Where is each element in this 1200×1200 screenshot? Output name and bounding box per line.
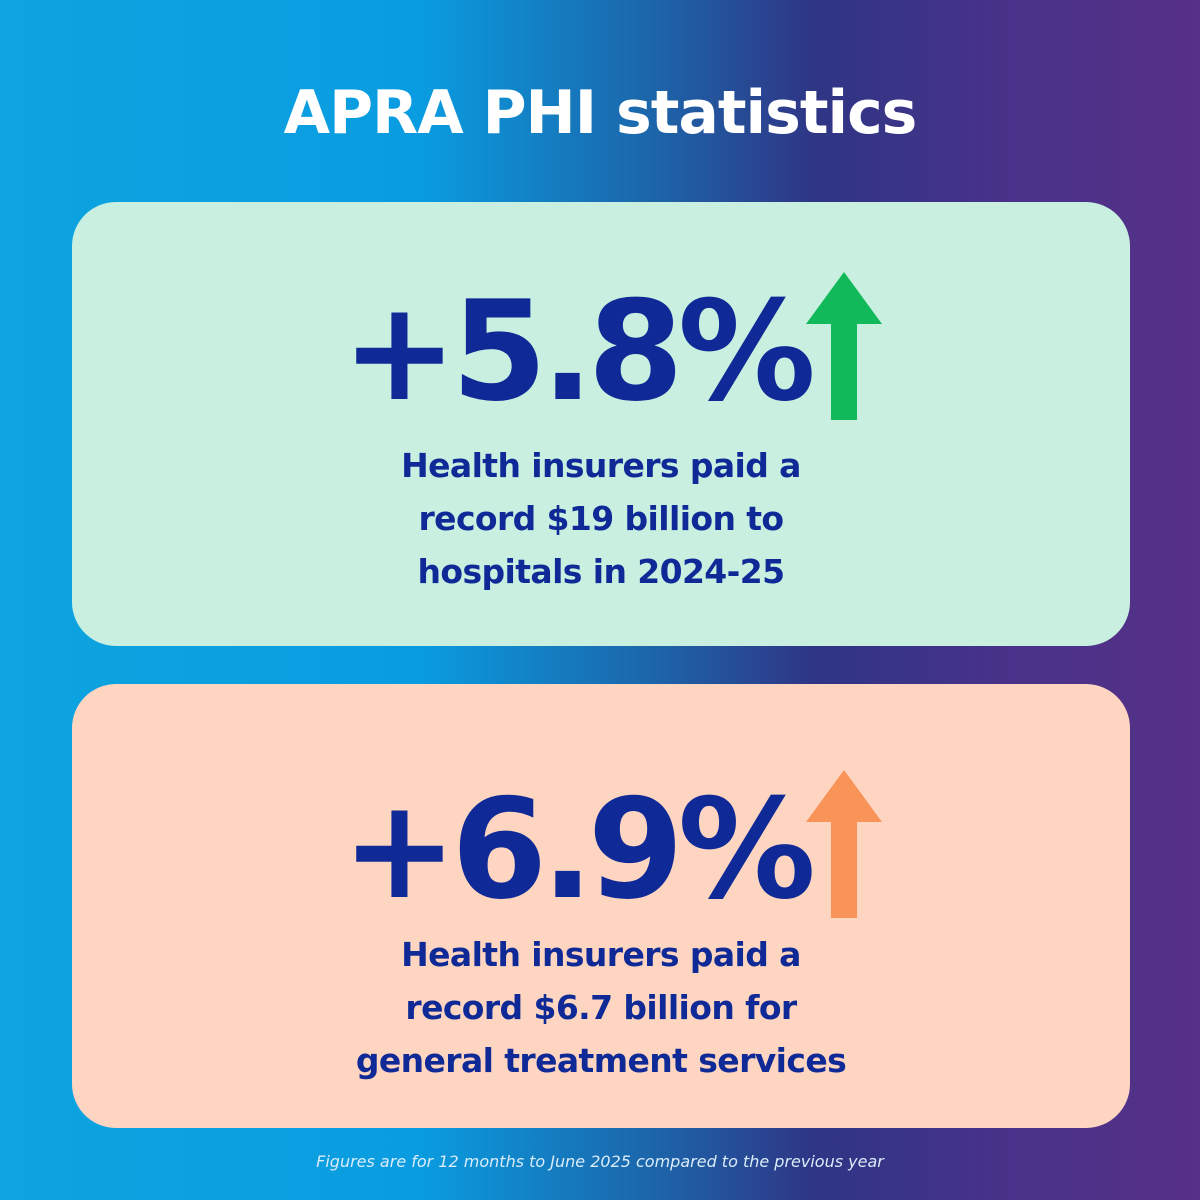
description-line: record $6.7 billion for: [405, 988, 797, 1027]
stat-card-general-treatment: [72, 684, 1130, 1128]
stat-row: [72, 770, 1130, 930]
description-line: Health insurers paid a: [401, 935, 801, 974]
description-line: hospitals in 2024-25: [417, 552, 785, 591]
description-line: general treatment services: [355, 1041, 847, 1080]
stat-value: +5.8%: [341, 271, 810, 432]
stat-row: [72, 272, 1130, 432]
stat-description: [172, 439, 1030, 598]
description-line: record $19 billion to: [418, 499, 784, 538]
stat-card-hospitals: [72, 202, 1130, 646]
stat-value: +6.9%: [341, 769, 810, 930]
stat-description: [172, 928, 1030, 1087]
page-title: APRA PHI statistics: [283, 78, 917, 148]
description-line: Health insurers paid a: [401, 446, 801, 485]
footnote: Figures are for 12 months to June 2025 compared to the previous year: [316, 1152, 884, 1171]
arrow-up-icon: [804, 272, 884, 420]
arrow-up-icon: [804, 770, 884, 918]
